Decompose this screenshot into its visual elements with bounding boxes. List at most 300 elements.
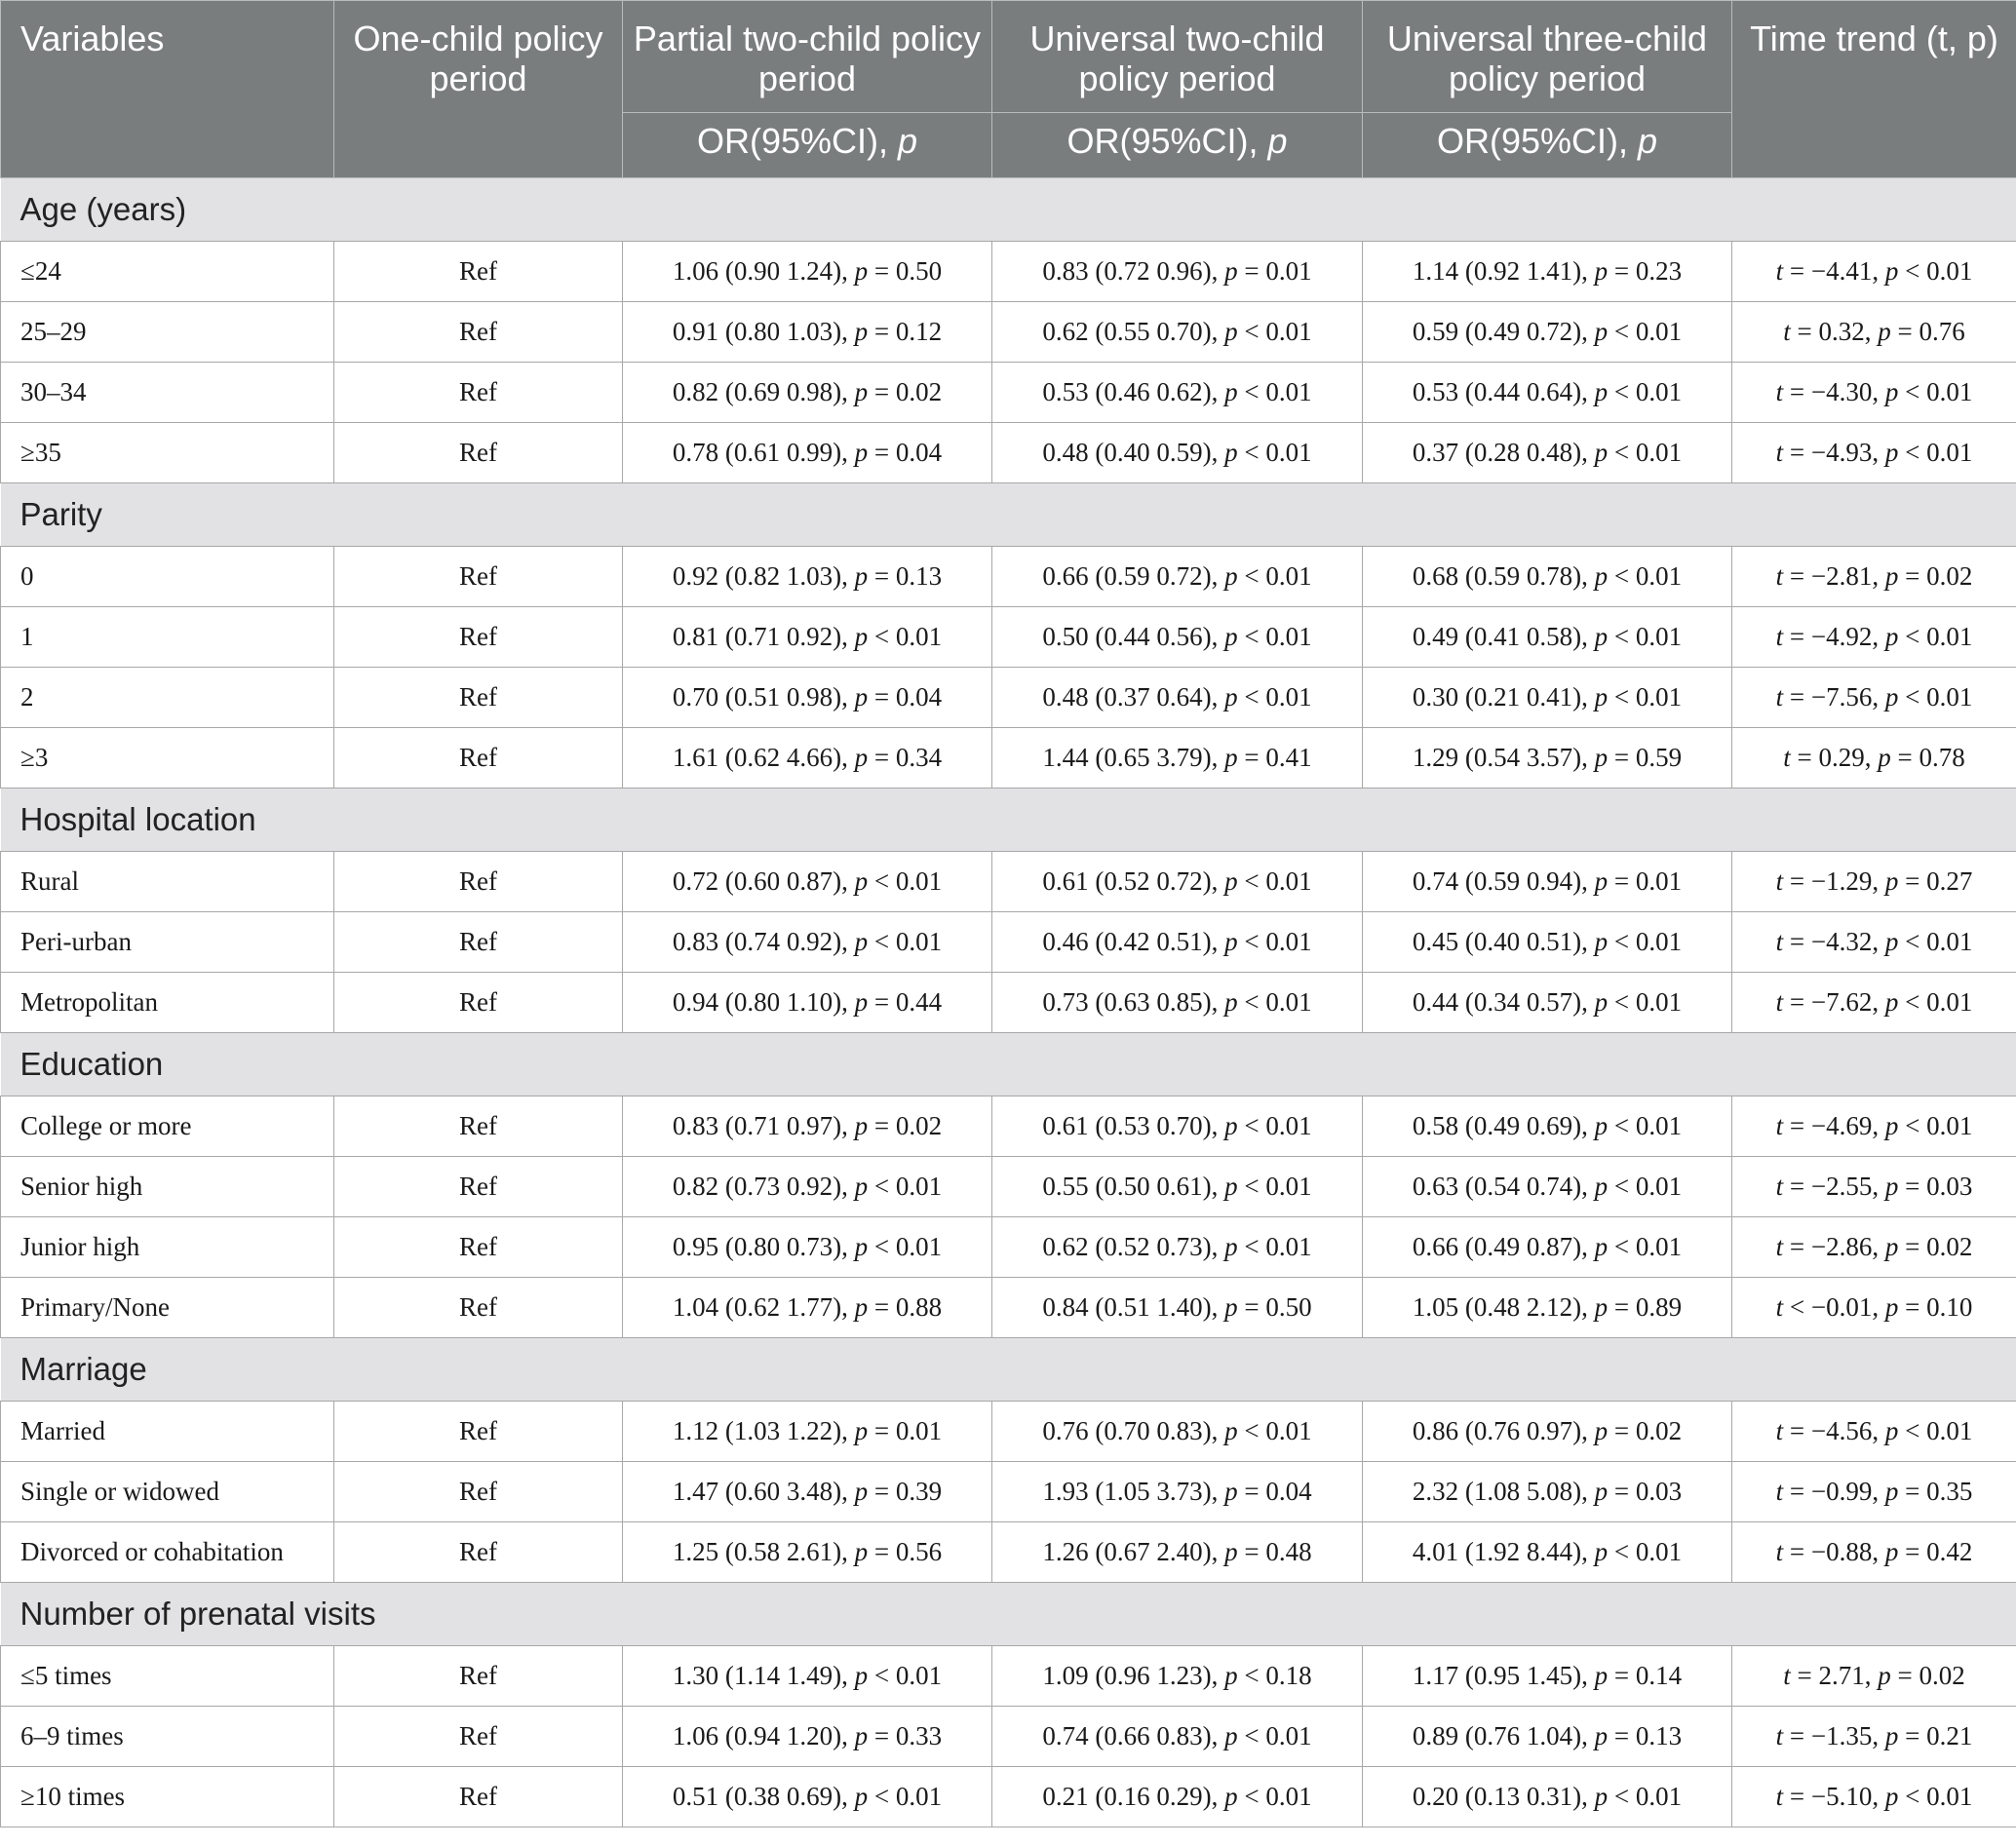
subheader-or-ci bbox=[623, 113, 992, 178]
p-symbol: p bbox=[1594, 622, 1609, 651]
row-label: ≥3 bbox=[1, 728, 334, 788]
p-symbol: p bbox=[1224, 866, 1238, 896]
p-operator: < bbox=[1905, 1111, 1920, 1140]
p-symbol: p bbox=[1884, 1172, 1899, 1201]
header-one-child: One-child policy period bbox=[334, 1, 623, 178]
p-value: 0.78 bbox=[1919, 743, 1965, 772]
row-label: Married bbox=[1, 1402, 334, 1462]
p-value: 0.01 bbox=[1265, 561, 1312, 591]
ref-cell: Ref bbox=[334, 1217, 623, 1278]
p-value: 0.56 bbox=[895, 1537, 943, 1566]
or-value: 0.58 (0.49 0.69) bbox=[1412, 1111, 1582, 1140]
p-operator: < bbox=[1613, 622, 1630, 651]
time-trend-cell: t < −0.01, p = 0.10 bbox=[1732, 1278, 2016, 1338]
p-value: 0.12 bbox=[895, 317, 943, 346]
ref-cell: Ref bbox=[334, 302, 623, 363]
header-partial-two-child: Partial two-child policy period bbox=[623, 1, 992, 113]
t-value: −1.35 bbox=[1810, 1721, 1873, 1750]
p-value: 0.89 bbox=[1635, 1292, 1683, 1322]
section-title: Education bbox=[1, 1033, 2016, 1096]
ref-cell: Ref bbox=[334, 423, 623, 483]
t-value: 2.71 bbox=[1818, 1661, 1865, 1690]
universal-two-child-cell: 0.61 (0.52 0.72), p < 0.01 bbox=[992, 852, 1363, 912]
t-operator: = bbox=[1789, 987, 1805, 1017]
p-operator: < bbox=[1244, 1782, 1260, 1811]
p-symbol: p bbox=[1594, 1232, 1609, 1261]
p-symbol: p bbox=[1594, 1111, 1609, 1140]
p-operator: = bbox=[1613, 1292, 1630, 1322]
time-trend-cell: t = −0.88, p = 0.42 bbox=[1732, 1522, 2016, 1583]
table-row bbox=[1, 1096, 2016, 1157]
partial-two-child-cell: 0.83 (0.74 0.92), p < 0.01 bbox=[623, 912, 992, 973]
p-operator: < bbox=[1613, 987, 1630, 1017]
p-operator: = bbox=[873, 1111, 890, 1140]
or-value: 0.81 (0.71 0.92) bbox=[672, 622, 842, 651]
p-value: 0.88 bbox=[895, 1292, 943, 1322]
t-operator: = bbox=[1789, 1111, 1805, 1140]
p-symbol: p bbox=[1594, 317, 1609, 346]
p-value: 0.01 bbox=[1926, 682, 1973, 711]
or-value: 1.26 (0.67 2.40) bbox=[1042, 1537, 1212, 1566]
row-label: Primary/None bbox=[1, 1278, 334, 1338]
section-row bbox=[1, 1033, 2016, 1096]
or-value: 1.09 (0.96 1.23) bbox=[1042, 1661, 1212, 1690]
p-value: 0.01 bbox=[1635, 438, 1683, 467]
p-operator: = bbox=[873, 438, 890, 467]
p-value: 0.01 bbox=[1926, 1782, 1973, 1811]
t-operator: = bbox=[1789, 1416, 1805, 1445]
p-operator: = bbox=[1905, 1232, 1920, 1261]
p-value: 0.01 bbox=[895, 866, 943, 896]
time-trend-cell: t = −2.86, p = 0.02 bbox=[1732, 1217, 2016, 1278]
t-value: −4.69 bbox=[1810, 1111, 1873, 1140]
t-symbol: t bbox=[1783, 1661, 1791, 1690]
t-value: −4.56 bbox=[1810, 1416, 1873, 1445]
or-value: 0.51 (0.38 0.69) bbox=[672, 1782, 842, 1811]
p-value: 0.01 bbox=[1635, 987, 1683, 1017]
or-value: 1.06 (0.90 1.24) bbox=[672, 256, 842, 286]
p-value: 0.01 bbox=[1635, 1111, 1683, 1140]
p-symbol: p bbox=[1594, 377, 1609, 406]
p-value: 0.02 bbox=[1919, 1661, 1965, 1690]
row-label: 0 bbox=[1, 547, 334, 607]
p-value: 0.01 bbox=[1926, 1416, 1973, 1445]
p-symbol: p bbox=[1224, 1232, 1238, 1261]
p-symbol: p bbox=[854, 1416, 869, 1445]
or-value: 0.44 (0.34 0.57) bbox=[1412, 987, 1582, 1017]
t-operator: = bbox=[1789, 1537, 1805, 1566]
p-operator: < bbox=[1905, 256, 1920, 286]
t-value: −4.32 bbox=[1810, 927, 1873, 956]
p-value: 0.10 bbox=[1926, 1292, 1973, 1322]
section-row bbox=[1, 483, 2016, 547]
p-symbol: p bbox=[1884, 682, 1899, 711]
t-value: −4.30 bbox=[1810, 377, 1873, 406]
p-operator: = bbox=[1905, 1721, 1920, 1750]
p-symbol: p bbox=[1224, 561, 1238, 591]
or-value: 0.70 (0.51 0.98) bbox=[672, 682, 842, 711]
partial-two-child-cell: 0.82 (0.73 0.92), p < 0.01 bbox=[623, 1157, 992, 1217]
t-symbol: t bbox=[1775, 1782, 1784, 1811]
p-operator: = bbox=[873, 1721, 890, 1750]
p-symbol: p bbox=[854, 682, 869, 711]
universal-three-child-cell: 0.63 (0.54 0.74), p < 0.01 bbox=[1363, 1157, 1732, 1217]
p-value: 0.01 bbox=[1265, 438, 1312, 467]
row-label: Junior high bbox=[1, 1217, 334, 1278]
or-value: 1.30 (1.14 1.49) bbox=[672, 1661, 842, 1690]
or-value: 0.74 (0.66 0.83) bbox=[1042, 1721, 1212, 1750]
t-symbol: t bbox=[1775, 1111, 1784, 1140]
p-value: 0.01 bbox=[1265, 1232, 1312, 1261]
ref-cell: Ref bbox=[334, 728, 623, 788]
or-value: 0.46 (0.42 0.51) bbox=[1042, 927, 1212, 956]
table-row bbox=[1, 547, 2016, 607]
ref-cell: Ref bbox=[334, 242, 623, 302]
p-operator: < bbox=[1244, 1416, 1260, 1445]
p-symbol: p bbox=[1594, 1172, 1609, 1201]
t-symbol: t bbox=[1775, 622, 1784, 651]
p-value: 0.01 bbox=[1265, 682, 1312, 711]
ref-cell: Ref bbox=[334, 1462, 623, 1522]
p-symbol: p bbox=[1224, 1721, 1238, 1750]
p-symbol: p bbox=[854, 1661, 869, 1690]
partial-two-child-cell: 1.25 (0.58 2.61), p = 0.56 bbox=[623, 1522, 992, 1583]
or-value: 1.12 (1.03 1.22) bbox=[672, 1416, 842, 1445]
table-row bbox=[1, 1707, 2016, 1767]
t-operator: = bbox=[1789, 622, 1805, 651]
section-row bbox=[1, 1583, 2016, 1646]
ref-cell: Ref bbox=[334, 1522, 623, 1583]
or-value: 0.53 (0.44 0.64) bbox=[1412, 377, 1582, 406]
ref-cell: Ref bbox=[334, 1767, 623, 1827]
t-symbol: t bbox=[1775, 256, 1784, 286]
header-time-trend: Time trend (t, p) bbox=[1732, 1, 2016, 178]
table-row bbox=[1, 302, 2016, 363]
p-value: 0.13 bbox=[895, 561, 943, 591]
t-symbol: t bbox=[1775, 1172, 1784, 1201]
p-operator: < bbox=[1244, 1111, 1260, 1140]
or-value: 0.45 (0.40 0.51) bbox=[1412, 927, 1582, 956]
row-label: 2 bbox=[1, 668, 334, 728]
p-symbol: p bbox=[1224, 377, 1238, 406]
p-operator: = bbox=[1613, 1661, 1630, 1690]
t-operator: = bbox=[1789, 866, 1805, 896]
p-symbol: p bbox=[854, 1172, 869, 1201]
p-operator: < bbox=[1613, 1111, 1630, 1140]
universal-two-child-cell: 0.48 (0.40 0.59), p < 0.01 bbox=[992, 423, 1363, 483]
p-operator: = bbox=[1897, 1661, 1913, 1690]
t-operator: = bbox=[1797, 1661, 1812, 1690]
p-operator: < bbox=[1613, 1537, 1630, 1566]
t-operator: = bbox=[1789, 1782, 1805, 1811]
p-operator: < bbox=[1905, 438, 1920, 467]
t-symbol: t bbox=[1775, 1232, 1784, 1261]
p-symbol: p bbox=[1884, 1782, 1899, 1811]
p-value: 0.18 bbox=[1265, 1661, 1312, 1690]
universal-three-child-cell: 0.44 (0.34 0.57), p < 0.01 bbox=[1363, 973, 1732, 1033]
partial-two-child-cell: 1.61 (0.62 4.66), p = 0.34 bbox=[623, 728, 992, 788]
partial-two-child-cell: 0.78 (0.61 0.99), p = 0.04 bbox=[623, 423, 992, 483]
p-value: 0.48 bbox=[1265, 1537, 1312, 1566]
t-operator: = bbox=[1789, 927, 1805, 956]
p-value: 0.01 bbox=[1265, 927, 1312, 956]
p-value: 0.01 bbox=[1635, 1537, 1683, 1566]
p-value: 0.01 bbox=[1265, 317, 1312, 346]
or-value: 0.83 (0.71 0.97) bbox=[672, 1111, 842, 1140]
p-operator: = bbox=[873, 682, 890, 711]
p-operator: = bbox=[873, 1416, 890, 1445]
p-operator: < bbox=[1244, 1661, 1260, 1690]
t-symbol: t bbox=[1775, 987, 1784, 1017]
or-value: 1.29 (0.54 3.57) bbox=[1412, 743, 1582, 772]
row-label: College or more bbox=[1, 1096, 334, 1157]
t-value: −1.29 bbox=[1810, 866, 1873, 896]
or-value: 0.21 (0.16 0.29) bbox=[1042, 1782, 1212, 1811]
p-symbol: p bbox=[1884, 987, 1899, 1017]
subheader-or-label: OR(95%CI), bbox=[1066, 121, 1268, 161]
or-value: 1.05 (0.48 2.12) bbox=[1412, 1292, 1582, 1322]
time-trend-cell: t = −4.56, p < 0.01 bbox=[1732, 1402, 2016, 1462]
p-operator: < bbox=[1244, 682, 1260, 711]
p-symbol: p bbox=[1884, 1537, 1899, 1566]
p-operator: < bbox=[1244, 987, 1260, 1017]
or-value: 0.20 (0.13 0.31) bbox=[1412, 1782, 1582, 1811]
p-symbol: p bbox=[1594, 1477, 1609, 1506]
p-operator: < bbox=[1613, 1232, 1630, 1261]
t-value: −4.92 bbox=[1810, 622, 1873, 651]
p-operator: = bbox=[873, 1292, 890, 1322]
partial-two-child-cell: 1.30 (1.14 1.49), p < 0.01 bbox=[623, 1646, 992, 1707]
p-value: 0.01 bbox=[1926, 1111, 1973, 1140]
row-label: ≥35 bbox=[1, 423, 334, 483]
table-row bbox=[1, 1157, 2016, 1217]
universal-three-child-cell: 2.32 (1.08 5.08), p = 0.03 bbox=[1363, 1462, 1732, 1522]
universal-two-child-cell: 0.84 (0.51 1.40), p = 0.50 bbox=[992, 1278, 1363, 1338]
section-title: Hospital location bbox=[1, 788, 2016, 852]
p-symbol: p bbox=[854, 1782, 869, 1811]
p-value: 0.01 bbox=[1635, 377, 1683, 406]
p-operator: = bbox=[1897, 743, 1913, 772]
table-row bbox=[1, 912, 2016, 973]
p-symbol: p bbox=[1594, 1292, 1609, 1322]
p-symbol: p bbox=[1224, 622, 1238, 651]
or-value: 0.63 (0.54 0.74) bbox=[1412, 1172, 1582, 1201]
p-value: 0.21 bbox=[1926, 1721, 1973, 1750]
p-value: 0.01 bbox=[1265, 256, 1312, 286]
row-label: ≤24 bbox=[1, 242, 334, 302]
ref-cell: Ref bbox=[334, 1278, 623, 1338]
p-operator: = bbox=[1905, 1172, 1920, 1201]
t-value: 0.29 bbox=[1818, 743, 1865, 772]
p-operator: = bbox=[873, 256, 890, 286]
p-operator: < bbox=[1613, 438, 1630, 467]
universal-three-child-cell: 0.45 (0.40 0.51), p < 0.01 bbox=[1363, 912, 1732, 973]
universal-two-child-cell: 0.62 (0.55 0.70), p < 0.01 bbox=[992, 302, 1363, 363]
p-symbol: p bbox=[1594, 927, 1609, 956]
universal-two-child-cell: 1.44 (0.65 3.79), p = 0.41 bbox=[992, 728, 1363, 788]
or-value: 0.72 (0.60 0.87) bbox=[672, 866, 842, 896]
p-operator: = bbox=[1244, 1477, 1260, 1506]
p-value: 0.01 bbox=[895, 1661, 943, 1690]
p-value: 0.03 bbox=[1926, 1172, 1973, 1201]
p-operator: < bbox=[1244, 1721, 1260, 1750]
or-value: 0.66 (0.59 0.72) bbox=[1042, 561, 1212, 591]
ref-cell: Ref bbox=[334, 1157, 623, 1217]
p-operator: = bbox=[1613, 1416, 1630, 1445]
table-header bbox=[1, 1, 2016, 178]
p-symbol: p bbox=[1224, 438, 1238, 467]
or-value: 1.25 (0.58 2.61) bbox=[672, 1537, 842, 1566]
p-value: 0.50 bbox=[895, 256, 943, 286]
p-symbol: p bbox=[1594, 256, 1609, 286]
p-symbol: p bbox=[1884, 1111, 1899, 1140]
or-value: 1.47 (0.60 3.48) bbox=[672, 1477, 842, 1506]
table-row bbox=[1, 852, 2016, 912]
universal-two-child-cell: 1.09 (0.96 1.23), p < 0.18 bbox=[992, 1646, 1363, 1707]
row-label: ≤5 times bbox=[1, 1646, 334, 1707]
t-value: −0.88 bbox=[1810, 1537, 1873, 1566]
p-symbol: p bbox=[1884, 256, 1899, 286]
universal-three-child-cell: 0.37 (0.28 0.48), p < 0.01 bbox=[1363, 423, 1732, 483]
universal-three-child-cell: 0.86 (0.76 0.97), p = 0.02 bbox=[1363, 1402, 1732, 1462]
p-symbol: p bbox=[1224, 1292, 1238, 1322]
p-symbol: p bbox=[854, 317, 869, 346]
p-operator: = bbox=[873, 317, 890, 346]
p-value: 0.01 bbox=[1635, 682, 1683, 711]
t-value: −7.56 bbox=[1810, 682, 1873, 711]
section-title: Number of prenatal visits bbox=[1, 1583, 2016, 1646]
section-title: Age (years) bbox=[1, 178, 2016, 242]
t-operator: = bbox=[1789, 1232, 1805, 1261]
table-row bbox=[1, 728, 2016, 788]
p-operator: < bbox=[873, 1782, 890, 1811]
p-symbol: p bbox=[1884, 377, 1899, 406]
or-value: 1.17 (0.95 1.45) bbox=[1412, 1661, 1582, 1690]
universal-three-child-cell: 1.14 (0.92 1.41), p = 0.23 bbox=[1363, 242, 1732, 302]
p-symbol: p bbox=[1884, 1477, 1899, 1506]
p-symbol: p bbox=[1224, 1537, 1238, 1566]
t-symbol: t bbox=[1775, 1292, 1784, 1322]
universal-two-child-cell: 0.55 (0.50 0.61), p < 0.01 bbox=[992, 1157, 1363, 1217]
time-trend-cell: t = −7.56, p < 0.01 bbox=[1732, 668, 2016, 728]
or-value: 0.82 (0.69 0.98) bbox=[672, 377, 842, 406]
table-row bbox=[1, 668, 2016, 728]
p-value: 0.13 bbox=[1635, 1721, 1683, 1750]
or-value: 0.53 (0.46 0.62) bbox=[1042, 377, 1212, 406]
or-value: 0.89 (0.76 1.04) bbox=[1412, 1721, 1582, 1750]
p-symbol: p bbox=[1594, 561, 1609, 591]
p-operator: < bbox=[1244, 927, 1260, 956]
universal-three-child-cell: 1.29 (0.54 3.57), p = 0.59 bbox=[1363, 728, 1732, 788]
or-value: 0.50 (0.44 0.56) bbox=[1042, 622, 1212, 651]
time-trend-cell: t = −4.30, p < 0.01 bbox=[1732, 363, 2016, 423]
p-value: 0.01 bbox=[895, 622, 943, 651]
p-value: 0.02 bbox=[1926, 1232, 1973, 1261]
t-operator: = bbox=[1789, 1477, 1805, 1506]
universal-two-child-cell: 0.50 (0.44 0.56), p < 0.01 bbox=[992, 607, 1363, 668]
p-operator: = bbox=[1613, 743, 1630, 772]
p-value: 0.02 bbox=[895, 377, 943, 406]
universal-two-child-cell: 0.74 (0.66 0.83), p < 0.01 bbox=[992, 1707, 1363, 1767]
row-label: 30–34 bbox=[1, 363, 334, 423]
t-value: −2.55 bbox=[1810, 1172, 1873, 1201]
p-symbol: p bbox=[1878, 1661, 1891, 1690]
p-operator: < bbox=[1905, 987, 1920, 1017]
p-symbol: p bbox=[1594, 1661, 1609, 1690]
table-row bbox=[1, 1522, 2016, 1583]
row-label: Senior high bbox=[1, 1157, 334, 1217]
t-symbol: t bbox=[1783, 743, 1791, 772]
p-operator: < bbox=[873, 1232, 890, 1261]
p-operator: = bbox=[1905, 1537, 1920, 1566]
t-operator: = bbox=[1789, 256, 1805, 286]
t-symbol: t bbox=[1775, 1721, 1784, 1750]
partial-two-child-cell: 1.12 (1.03 1.22), p = 0.01 bbox=[623, 1402, 992, 1462]
p-symbol: p bbox=[854, 256, 869, 286]
p-value: 0.01 bbox=[1926, 256, 1973, 286]
ref-cell: Ref bbox=[334, 363, 623, 423]
or-value: 0.48 (0.37 0.64) bbox=[1042, 682, 1212, 711]
p-value: 0.34 bbox=[895, 743, 943, 772]
p-value: 0.03 bbox=[1635, 1477, 1683, 1506]
partial-two-child-cell: 0.51 (0.38 0.69), p < 0.01 bbox=[623, 1767, 992, 1827]
t-operator: = bbox=[1789, 377, 1805, 406]
p-symbol: p bbox=[1884, 927, 1899, 956]
time-trend-cell: t = −4.92, p < 0.01 bbox=[1732, 607, 2016, 668]
or-value: 0.84 (0.51 1.40) bbox=[1042, 1292, 1212, 1322]
p-operator: < bbox=[1905, 927, 1920, 956]
row-label: ≥10 times bbox=[1, 1767, 334, 1827]
p-symbol: p bbox=[1224, 1416, 1238, 1445]
t-operator: < bbox=[1789, 1292, 1805, 1322]
t-operator: = bbox=[1797, 743, 1812, 772]
t-symbol: t bbox=[1775, 682, 1784, 711]
p-value: 0.02 bbox=[895, 1111, 943, 1140]
p-value: 0.02 bbox=[1926, 561, 1973, 591]
p-operator: < bbox=[873, 866, 890, 896]
universal-two-child-cell: 0.21 (0.16 0.29), p < 0.01 bbox=[992, 1767, 1363, 1827]
p-operator: = bbox=[873, 561, 890, 591]
p-value: 0.01 bbox=[895, 1782, 943, 1811]
p-operator: < bbox=[1613, 317, 1630, 346]
p-value: 0.23 bbox=[1635, 256, 1683, 286]
p-operator: = bbox=[873, 743, 890, 772]
section-row bbox=[1, 178, 2016, 242]
partial-two-child-cell: 1.06 (0.94 1.20), p = 0.33 bbox=[623, 1707, 992, 1767]
p-value: 0.01 bbox=[1635, 561, 1683, 591]
section-title: Parity bbox=[1, 483, 2016, 547]
universal-two-child-cell: 0.46 (0.42 0.51), p < 0.01 bbox=[992, 912, 1363, 973]
universal-three-child-cell: 0.20 (0.13 0.31), p < 0.01 bbox=[1363, 1767, 1732, 1827]
time-trend-cell: t = −4.93, p < 0.01 bbox=[1732, 423, 2016, 483]
p-symbol: p bbox=[1224, 682, 1238, 711]
time-trend-cell: t = −2.81, p = 0.02 bbox=[1732, 547, 2016, 607]
or-value: 0.78 (0.61 0.99) bbox=[672, 438, 842, 467]
or-value: 0.95 (0.80 0.73) bbox=[672, 1232, 842, 1261]
time-trend-cell: t = 0.29, p = 0.78 bbox=[1732, 728, 2016, 788]
or-value: 0.30 (0.21 0.41) bbox=[1412, 682, 1582, 711]
p-value: 0.01 bbox=[1926, 622, 1973, 651]
ref-cell: Ref bbox=[334, 1707, 623, 1767]
p-operator: < bbox=[1244, 561, 1260, 591]
p-value: 0.01 bbox=[1265, 1782, 1312, 1811]
p-value: 0.27 bbox=[1926, 866, 1973, 896]
p-value: 0.41 bbox=[1265, 743, 1312, 772]
p-symbol: p bbox=[1224, 1661, 1238, 1690]
row-label: Divorced or cohabitation bbox=[1, 1522, 334, 1583]
table-row bbox=[1, 1462, 2016, 1522]
p-value: 0.76 bbox=[1919, 317, 1965, 346]
